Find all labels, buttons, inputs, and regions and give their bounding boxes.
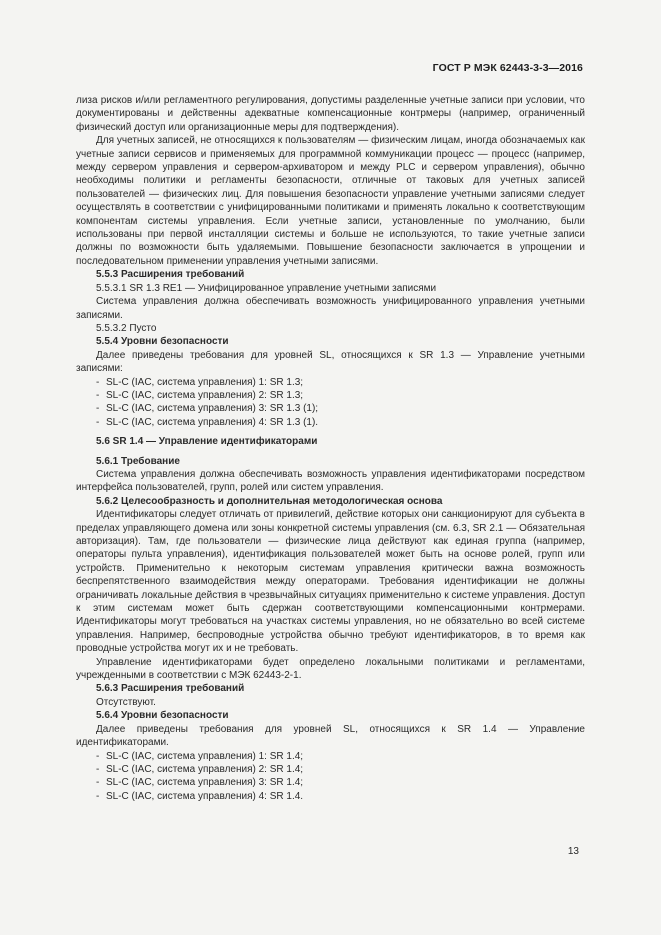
list-item: - SL-C (IAC, система управления) 1: SR 1.4;	[96, 750, 304, 762]
section-heading: 5.6.4 Уровни безопасности	[96, 710, 229, 722]
chapter-heading: 5.6 SR 1.4 — Управление идентификаторами	[96, 436, 318, 448]
list-item: - SL-C (IAC, система управления) 2: SR 1.3;	[96, 389, 304, 401]
list-marker: -	[96, 790, 100, 802]
paragraph: Управление идентификаторами будет определено локальными политиками и регламентами, учрежденными в соответствии с МЭК 62443-2-1.	[76, 656, 585, 682]
document-body	[76, 94, 585, 803]
document-header: ГОСТ Р МЭК 62443-3-3—2016	[432, 62, 583, 74]
subsection-title: 5.5.3.1 SR 1.3 RE1 — Унифицированное управление учетными записями	[96, 282, 437, 294]
paragraph: Отсутствуют.	[96, 696, 156, 708]
list-marker: -	[96, 777, 100, 789]
paragraph: лиза рисков и/или регламентного регулирования, допустимы разделенные учетные записи при условии, что документированы и действенны адекватные компенсационные контрмеры (например, ограниченный физический доступ или организационные меры для подтверждения).	[76, 95, 585, 133]
section-heading: 5.5.3 Расширения требований	[96, 269, 245, 281]
list-sl-1-4	[76, 750, 585, 804]
list-item: - SL-C (IAC, система управления) 2: SR 1.4;	[96, 763, 304, 775]
section-heading: 5.5.4 Уровни безопасности	[96, 336, 229, 348]
list-sl-1-3	[76, 376, 585, 430]
paragraph: Для учетных записей, не относящихся к пользователям — физическим лицам, иногда обозначаемых как учетные записи сервисов и применяемых для программной коммуникации процесс — процесс (например, между сервером управления и сервером-архиватором и между PLC и сервером управления), обычно необходимы политики и регламенты безопасности, отличные от таковых для учетных записей пользователей — физических лиц. Для повышения безопасности управление учетными записями следует осуществлять в соответствии с унифицированными политиками и применять локально к соответствующим компонентам системы управления. Если учетные записи, установленные по умолчанию, были использованы при первой инсталляции системы и больше не используются, то такие учетные записи должны по возможности быть удаляемыми. Повышение безопасности заключается в упрощении и последовательном применении управления учетными записями.	[76, 135, 585, 267]
list-item: - SL-C (IAC, система управления) 4: SR 1.3 (1).	[96, 416, 319, 428]
list-marker: -	[96, 416, 100, 428]
paragraph: Система управления должна обеспечивать возможность управления идентификаторами посредством интерфейса пользователей, групп, ролей или систем управления.	[76, 468, 585, 494]
list-marker: -	[96, 376, 100, 388]
list-item: - SL-C (IAC, система управления) 1: SR 1.3;	[96, 376, 304, 388]
paragraph: Система управления должна обеспечивать возможность унифицированного управления учетными записями.	[76, 296, 585, 321]
section-heading: 5.6.3 Расширения требований	[96, 683, 245, 695]
section-heading: 5.6.2 Целесообразность и дополнительная методологическая основа	[96, 495, 443, 507]
paragraph: Идентификаторы следует отличать от привилегий, действие которых они санкционируют для субъекта в пределах управляющего домена или зоны конкретной системы управления (см. 6.3, SR 2.1 — Обязательная авторизация). Там, где пользователи — физические лица действуют как единая группа (например, операторы пульта управления), идентификация пользователей может быть на основе ролей, групп или устройств. Применительно к некоторым системам управления критически важна возможность беспрепятственного взаимодействия между операторами. Требования идентификации не должны ограничивать локальные действия в чрезвычайных ситуациях применительно к системе управления. Доступ к этим системам может быть сдержан соответствующими компенсационными контрмерами. Идентификаторы могут требоваться на участках системы управления, но не обязательно во всей системе управления. Например, беспроводные устройства обычно требуют идентификаторов, в то время как проводные устройства могут их и не требовать.	[76, 509, 585, 655]
page-number: 13	[567, 846, 579, 857]
list-item: - SL-C (IAC, система управления) 4: SR 1.4.	[96, 790, 304, 802]
list-marker: -	[96, 389, 100, 401]
list-item: - SL-C (IAC, система управления) 3: SR 1.4;	[96, 777, 304, 789]
paragraph: Далее приведены требования для уровней SL, относящихся к SR 1.3 — Управление учетными записями:	[76, 349, 585, 375]
list-marker: -	[96, 403, 100, 415]
paragraph: Далее приведены требования для уровней SL, относящихся к SR 1.4 — Управление идентификаторами.	[76, 723, 585, 749]
subsection-title: 5.5.3.2 Пусто	[96, 322, 157, 334]
section-heading: 5.6.1 Требование	[96, 455, 180, 467]
list-marker: -	[96, 763, 100, 775]
list-marker: -	[96, 750, 100, 762]
list-item: - SL-C (IAC, система управления) 3: SR 1.3 (1);	[96, 403, 319, 415]
